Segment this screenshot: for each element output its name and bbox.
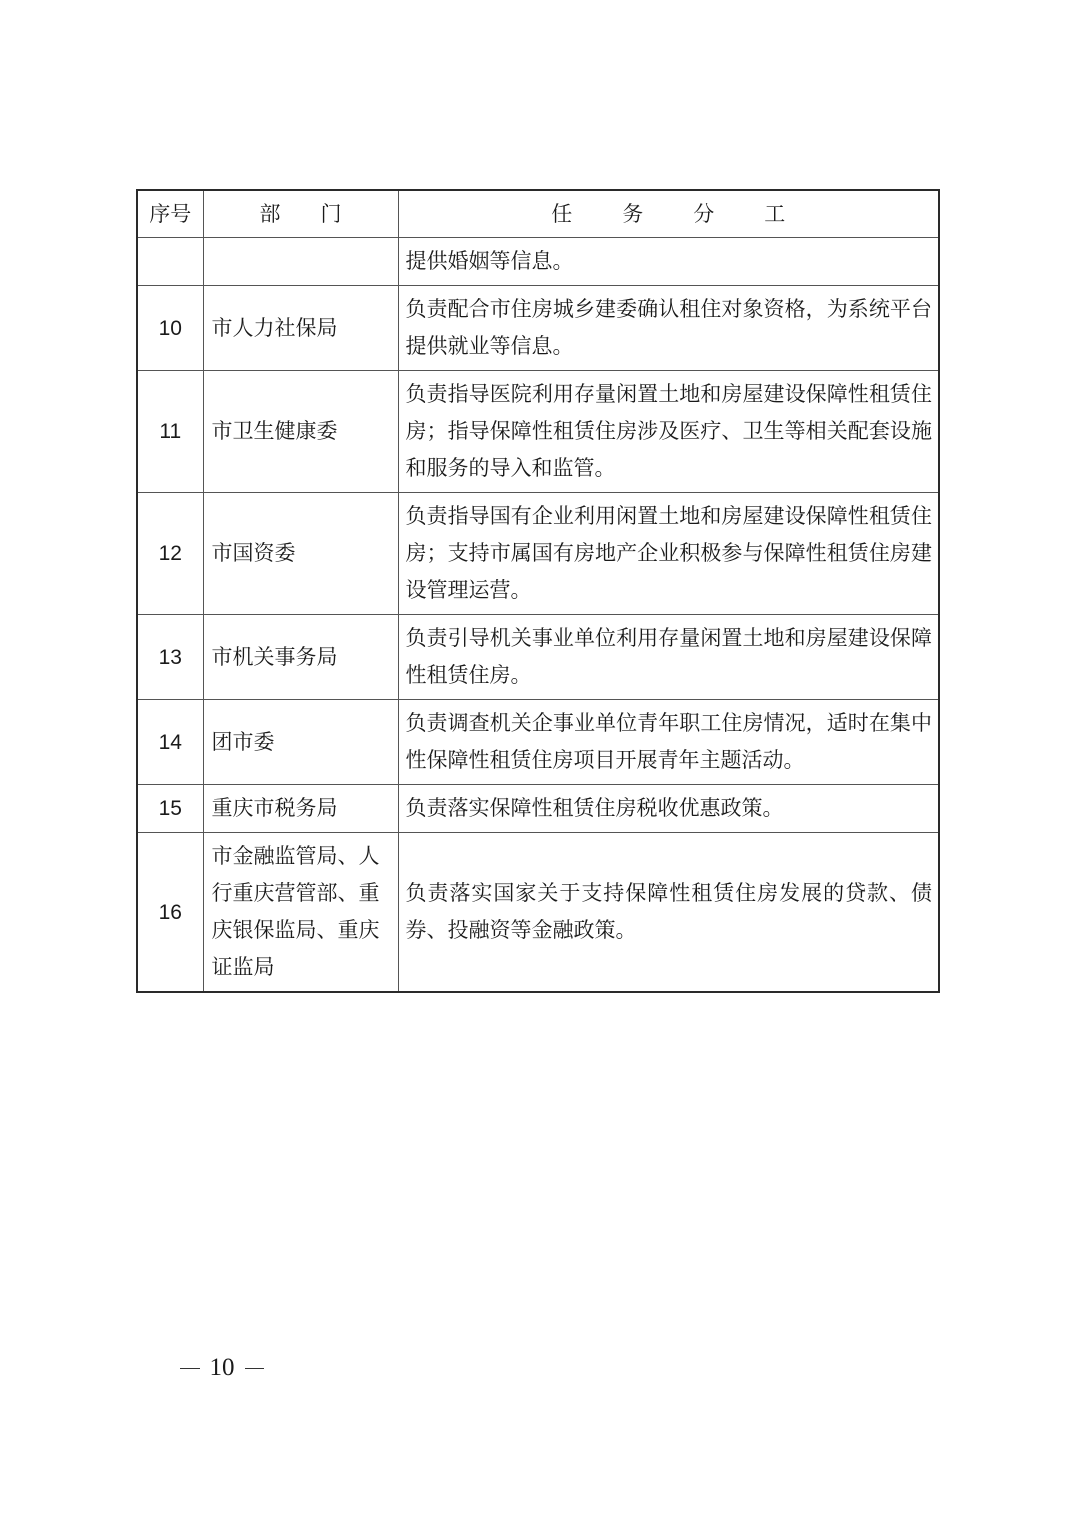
- task-assignment-table: [136, 189, 940, 993]
- row-dept: [203, 238, 398, 286]
- table-row: [137, 785, 939, 833]
- row-dept: 市卫生健康委: [203, 371, 398, 493]
- row-dept: 市国资委: [203, 493, 398, 615]
- row-task: 负责指导医院利用存量闲置土地和房屋建设保障性租赁住房；指导保障性租赁住房涉及医疗、卫生等相关配套设施和服务的导入和监管。: [398, 371, 939, 493]
- row-seq: 15: [137, 785, 203, 833]
- row-dept: 市人力社保局: [203, 286, 398, 371]
- row-seq: 10: [137, 286, 203, 371]
- row-task: 负责调查机关企事业单位青年职工住房情况，适时在集中性保障性租赁住房项目开展青年主题活动。: [398, 700, 939, 785]
- row-task: 负责落实国家关于支持保障性租赁住房发展的贷款、债券、投融资等金融政策。: [398, 833, 939, 993]
- row-task: 提供婚姻等信息。: [398, 238, 939, 286]
- row-seq: 12: [137, 493, 203, 615]
- row-seq: 11: [137, 371, 203, 493]
- table-row: [137, 493, 939, 615]
- table-row: [137, 286, 939, 371]
- row-task: 负责指导国有企业利用闲置土地和房屋建设保障性租赁住房；支持市属国有房地产企业积极参与保障性租赁住房建设管理运营。: [398, 493, 939, 615]
- table-header-row: [137, 190, 939, 238]
- page-number-dash-left: [180, 1368, 200, 1369]
- row-dept: 市金融监管局、人行重庆营管部、重庆银保监局、重庆证监局: [203, 833, 398, 993]
- row-seq: [137, 238, 203, 286]
- page-number-dash-right: [245, 1368, 265, 1369]
- table-row: [137, 700, 939, 785]
- row-task: 负责配合市住房城乡建委确认租住对象资格，为系统平台提供就业等信息。: [398, 286, 939, 371]
- row-task: 负责落实保障性租赁住房税收优惠政策。: [398, 785, 939, 833]
- page-number-value: 10: [209, 1354, 235, 1381]
- table-row: [137, 615, 939, 700]
- row-dept: 重庆市税务局: [203, 785, 398, 833]
- row-seq: 14: [137, 700, 203, 785]
- table-row: [137, 833, 939, 993]
- header-dept: 部门: [203, 190, 398, 238]
- table-row: [137, 238, 939, 286]
- row-seq: 16: [137, 833, 203, 993]
- row-dept: 市机关事务局: [203, 615, 398, 700]
- header-seq: 序号: [137, 190, 203, 238]
- page-number: [170, 1350, 274, 1386]
- header-task: 任务分工: [398, 190, 939, 238]
- row-seq: 13: [137, 615, 203, 700]
- row-dept: 团市委: [203, 700, 398, 785]
- table-row: [137, 371, 939, 493]
- row-task: 负责引导机关事业单位利用存量闲置土地和房屋建设保障性租赁住房。: [398, 615, 939, 700]
